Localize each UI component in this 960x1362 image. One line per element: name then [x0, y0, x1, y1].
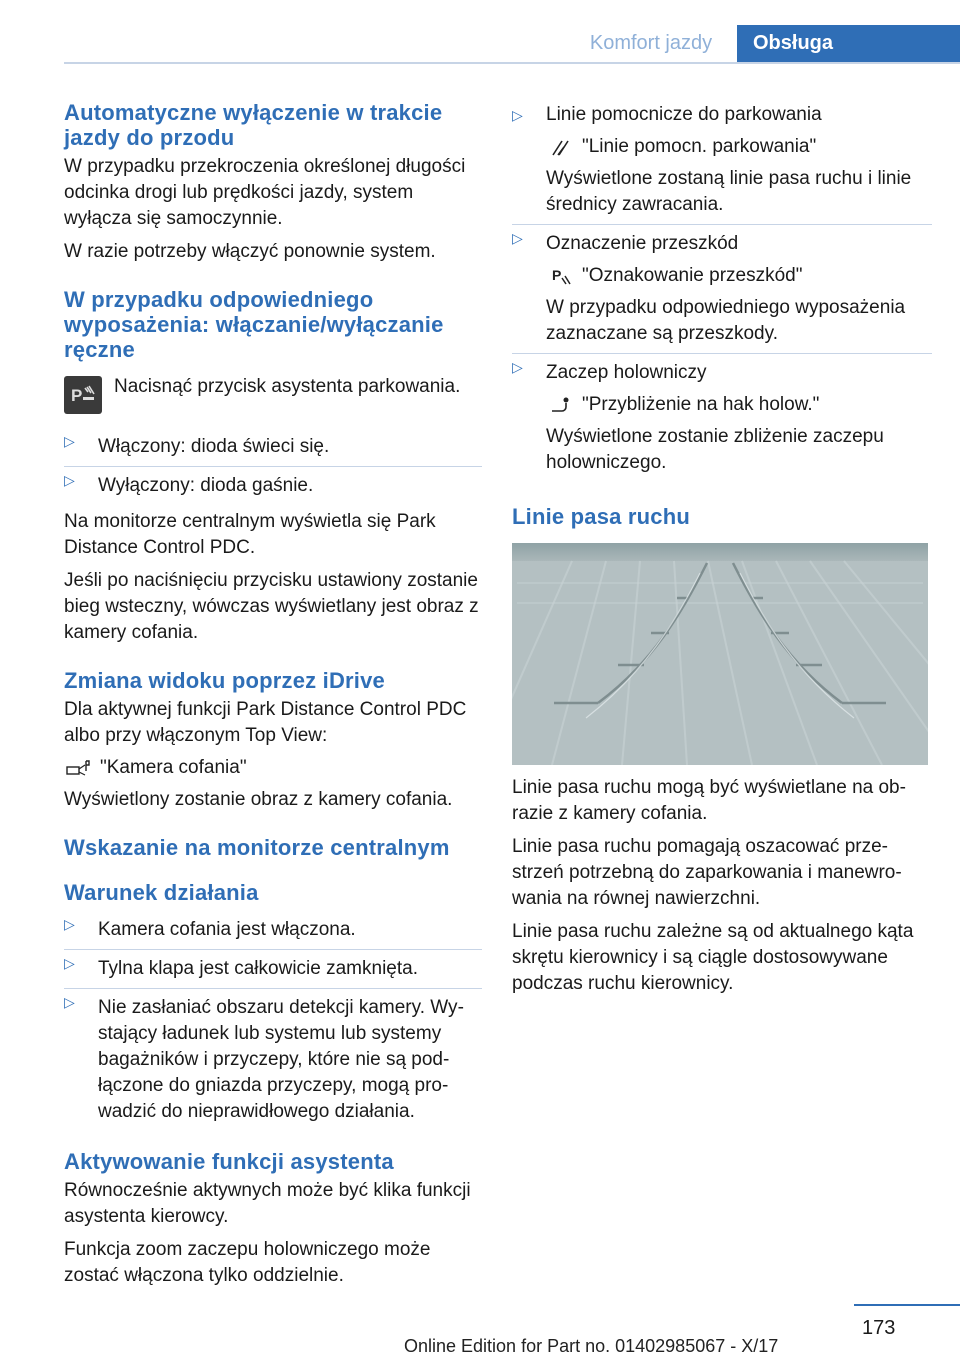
list-item: ▷ Tylna klapa jest całkowicie zamknięta. [64, 949, 482, 988]
text-lane-1: Linie pasa ruchu mogą być wyświetlane na obrazie z kamery cofania. [512, 777, 906, 824]
park-assist-button-icon [64, 376, 102, 414]
camera-menu-label: "Kamera cofania" [100, 757, 247, 778]
tow-hitch-menu-label: "Przybliżenie na hak holow." [582, 394, 820, 415]
list-item-tow-hitch [512, 353, 932, 482]
heading-activate: Aktywowanie funkcji asystenta [64, 1149, 394, 1174]
list-item: ▷ Wyłączony: dioda gaśnie. [64, 466, 482, 505]
tow-hitch-title: ▷ Zaczep holowniczy [546, 362, 707, 383]
right-column [512, 100, 932, 997]
text-lane-3: Linie pasa ruchu zależne są od aktualnego kąta skrętu kierownicy i są ciągle dostosowywane podczas ruchu kierownicy. [512, 921, 914, 994]
obstacle-marking-icon [546, 266, 576, 286]
text-camera-shown: Wyświetlony zostanie obraz z kamery cofania. [64, 789, 453, 810]
text-activate-1: Równocześnie aktywnych może być klika funkcji asystenta kierowcy. [64, 1180, 471, 1227]
rear-camera-icon [64, 758, 94, 778]
footer-edition: Online Edition for Part no. 01402985067 - X/17 [404, 1336, 779, 1356]
text-lane-2: Linie pasa ruchu pomagają oszacować przestrzeń potrzebną do zaparkowania i manewrowania na równej nawierzchni. [512, 836, 902, 909]
camera-menu-row[interactable] [64, 755, 482, 781]
heading-condition: Warunek działania [64, 880, 259, 905]
parking-lines-menu-label: "Linie pomocn. parkowania" [582, 136, 817, 157]
text-reverse: Jeśli po naciśnięciu przycisku ustawiony zostanie bieg wsteczny, wówczas wyświetlany jest obraz z kamery cofania. [64, 570, 479, 643]
lane-lines-image [512, 543, 928, 765]
text-reenable: W razie potrzeby włączyć ponownie system. [64, 241, 436, 262]
obstacles-title: ▷ Oznaczenie przeszkód [546, 233, 739, 254]
header-tab-section[interactable]: Komfort jazdy [589, 32, 713, 54]
list-item-obstacles [512, 224, 932, 353]
view-options-list [512, 102, 932, 482]
heading-lane-lines: Linie pasa ruchu [512, 504, 691, 529]
park-button-text: Nacisnąć przycisk asystenta parkowania. [114, 376, 461, 397]
list-item: ▷ Nie zasłaniać obszaru detekcji kamery. Wystający ładunek lub systemu lub systemy bagażników i przyczepy, które nie są podłączone do gniazda przyczepy, mogą prowadzić do nieprawidłowego działania. [64, 988, 482, 1131]
parking-lines-menu[interactable] [546, 134, 932, 160]
page-number: 173 [862, 1317, 896, 1339]
left-column [64, 100, 482, 1289]
header-tab-active[interactable]: Obsługa [737, 25, 960, 62]
heading-idrive: Zmiana widoku poprzez iDrive [64, 668, 385, 693]
tow-hitch-zoom-icon [546, 395, 576, 415]
led-list [64, 428, 482, 505]
obstacles-text: W przypadku odpowiedniego wyposażenia zaznaczane są przeszkody. [546, 297, 906, 344]
svg-text:P: P [552, 267, 562, 283]
header-divider [64, 62, 960, 64]
list-item-parking-lines [512, 102, 932, 224]
parking-lines-title: ▷ Linie pomocnicze do parkowania [546, 104, 822, 125]
text-auto-off: W przypadku przekroczenia określonej długości odcinka drogi lub prędkości jazdy, system wyłącza się samoczynnie. [64, 156, 466, 229]
tow-hitch-menu[interactable] [546, 392, 932, 418]
condition-list [64, 911, 482, 1131]
heading-manual: W przypadku odpowiedniego wyposażenia: włączanie/wyłączanie ręczne [64, 287, 444, 362]
list-item: ▷ Kamera cofania jest włączona. [64, 911, 482, 949]
parking-lines-icon [546, 137, 576, 157]
footer-divider [854, 1304, 960, 1306]
list-item: ▷ Włączony: dioda świeci się. [64, 428, 482, 466]
heading-display: Wskazanie na monitorze centralnym [64, 835, 450, 860]
parking-lines-text: Wyświetlone zostaną linie pasa ruchu i linie średnicy zawracania. [546, 168, 912, 215]
tow-hitch-text: Wyświetlone zostanie zbliżenie zaczepu holowniczego. [546, 426, 884, 473]
text-pdc: Na monitorze centralnym wyświetla się Park Distance Control PDC. [64, 511, 436, 558]
obstacles-menu-label: "Oznakowanie przeszkód" [582, 265, 803, 286]
text-idrive: Dla aktywnej funkcji Park Distance Control PDC albo przy włączonym Top View: [64, 699, 467, 746]
obstacles-menu[interactable] [546, 263, 932, 289]
text-activate-2: Funkcja zoom zaczepu holowniczego może zostać włączona tylko oddzielnie. [64, 1239, 431, 1286]
svg-text:P: P [71, 386, 83, 405]
park-button-row [64, 376, 482, 414]
heading-auto-off: Automatyczne wyłączenie w trakcie jazdy do przodu [64, 100, 443, 150]
